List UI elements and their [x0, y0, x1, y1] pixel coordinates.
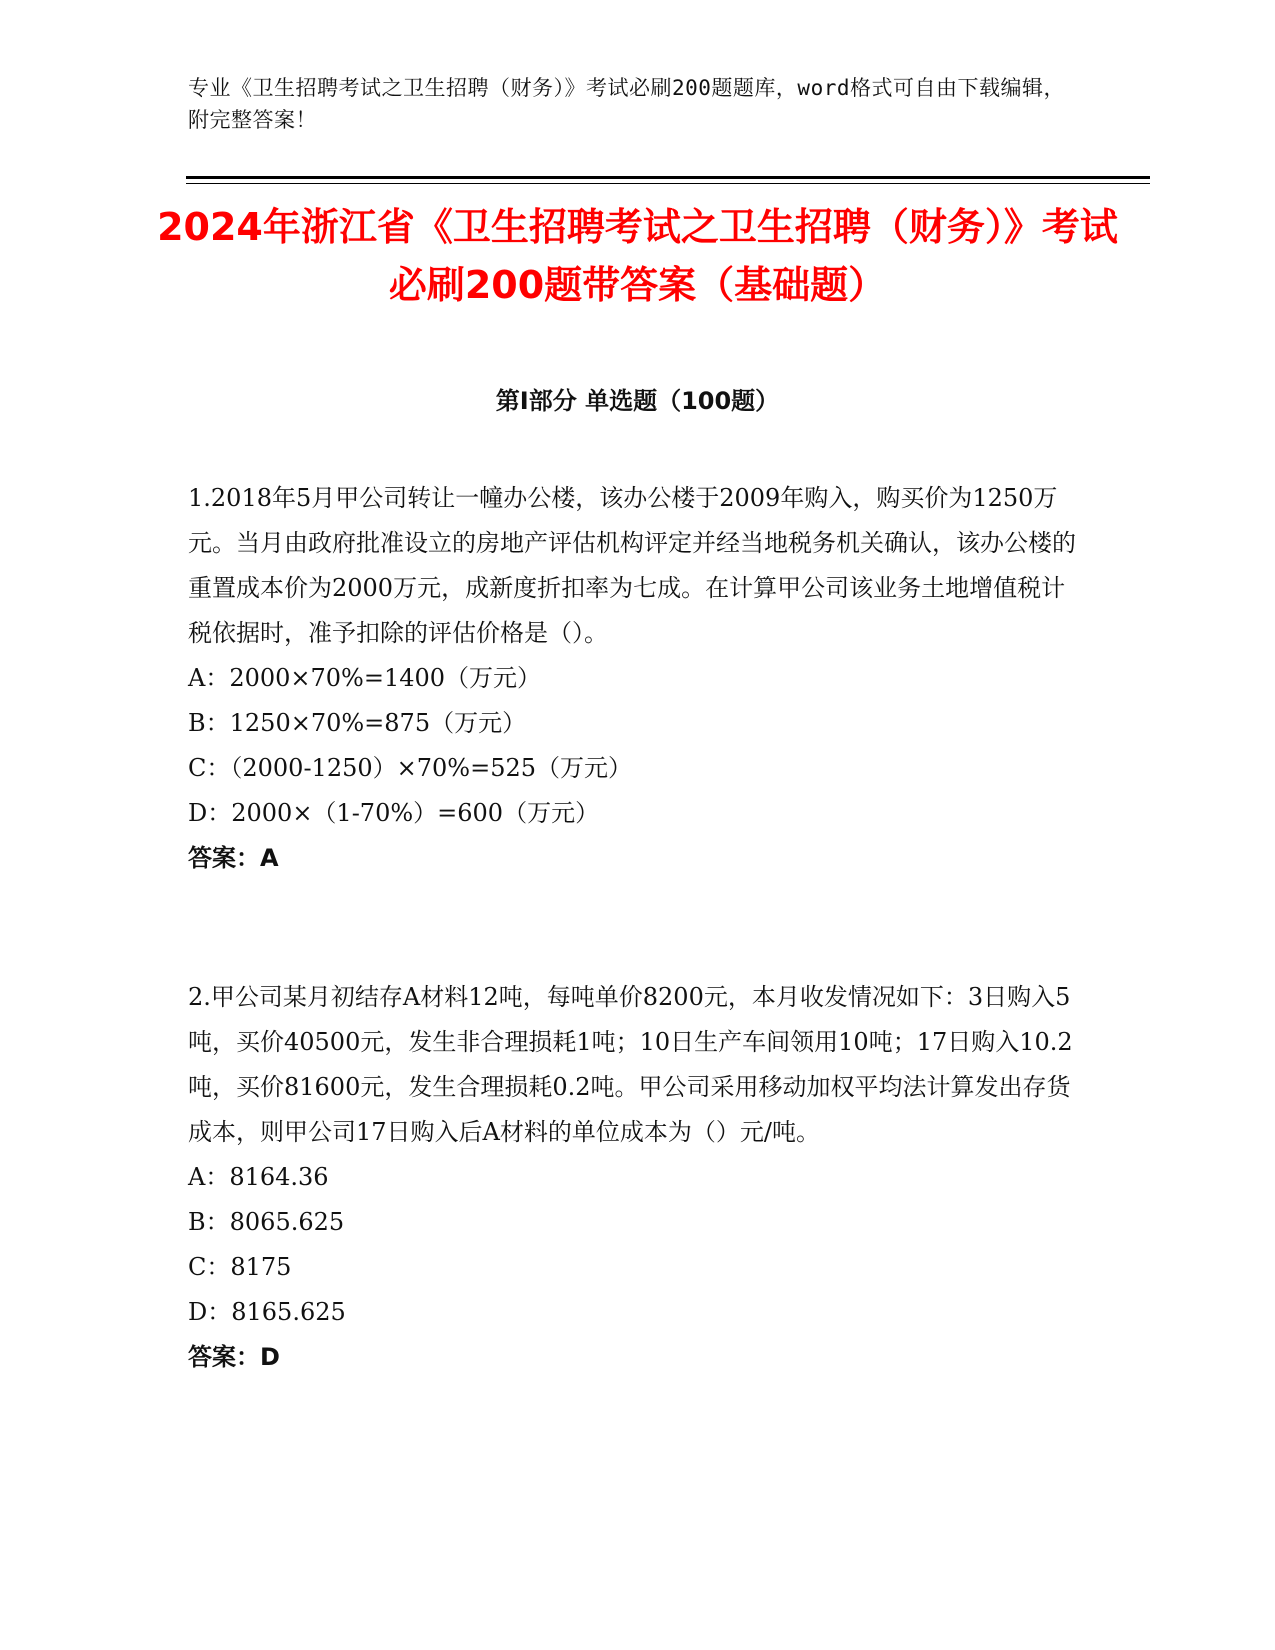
- question-2: [188, 975, 1088, 1380]
- header-rule-thick: [186, 176, 1150, 179]
- option-d: D：8165.625: [188, 1298, 346, 1326]
- answer: 答案：A: [188, 844, 279, 872]
- answer: 答案：D: [188, 1343, 280, 1371]
- option-a: A：2000×70%=1400（万元）: [188, 664, 542, 692]
- question-stem: 1.2018年5月甲公司转让一幢办公楼，该办公楼于2009年购入，购买价为1250万元。当月由政府批准设立的房地产评估机构评定并经当地税务机关确认，该办公楼的重置成本价为2000万元，成新度折扣率为七成。在计算甲公司该业务土地增值税计税依据时，准予扣除的评估价格是（）。: [188, 484, 1076, 647]
- document-title: 2024年浙江省《卫生招聘考试之卫生招聘（财务）》考试必刷200题带答案（基础题）: [157, 205, 1118, 307]
- option-a: A：8164.36: [188, 1163, 329, 1191]
- header-note: 专业《卫生招聘考试之卫生招聘（财务）》考试必刷200题题库，word格式可自由下载编辑，附完整答案！: [188, 76, 1065, 132]
- question-stem: 2.甲公司某月初结存A材料12吨，每吨单价8200元，本月收发情况如下：3日购入5吨，买价40500元，发生非合理损耗1吨；10日生产车间领用10吨；17日购入10.2吨，买价81600元，发生合理损耗0.2吨。甲公司采用移动加权平均法计算发出存货成本，则甲公司17日购入后A材料的单位成本为（）元/吨。: [188, 983, 1073, 1146]
- option-b: B：1250×70%=875（万元）: [188, 709, 527, 737]
- section-title: 第Ⅰ部分 单选题（100题）: [495, 387, 780, 415]
- question-1: [188, 476, 1088, 881]
- header-rule-thin: [186, 183, 1150, 184]
- option-c: C：8175: [188, 1253, 292, 1281]
- option-d: D：2000×（1-70%）=600（万元）: [188, 799, 600, 827]
- option-b: B：8065.625: [188, 1208, 345, 1236]
- option-c: C：（2000-1250）×70%=525（万元）: [188, 754, 632, 782]
